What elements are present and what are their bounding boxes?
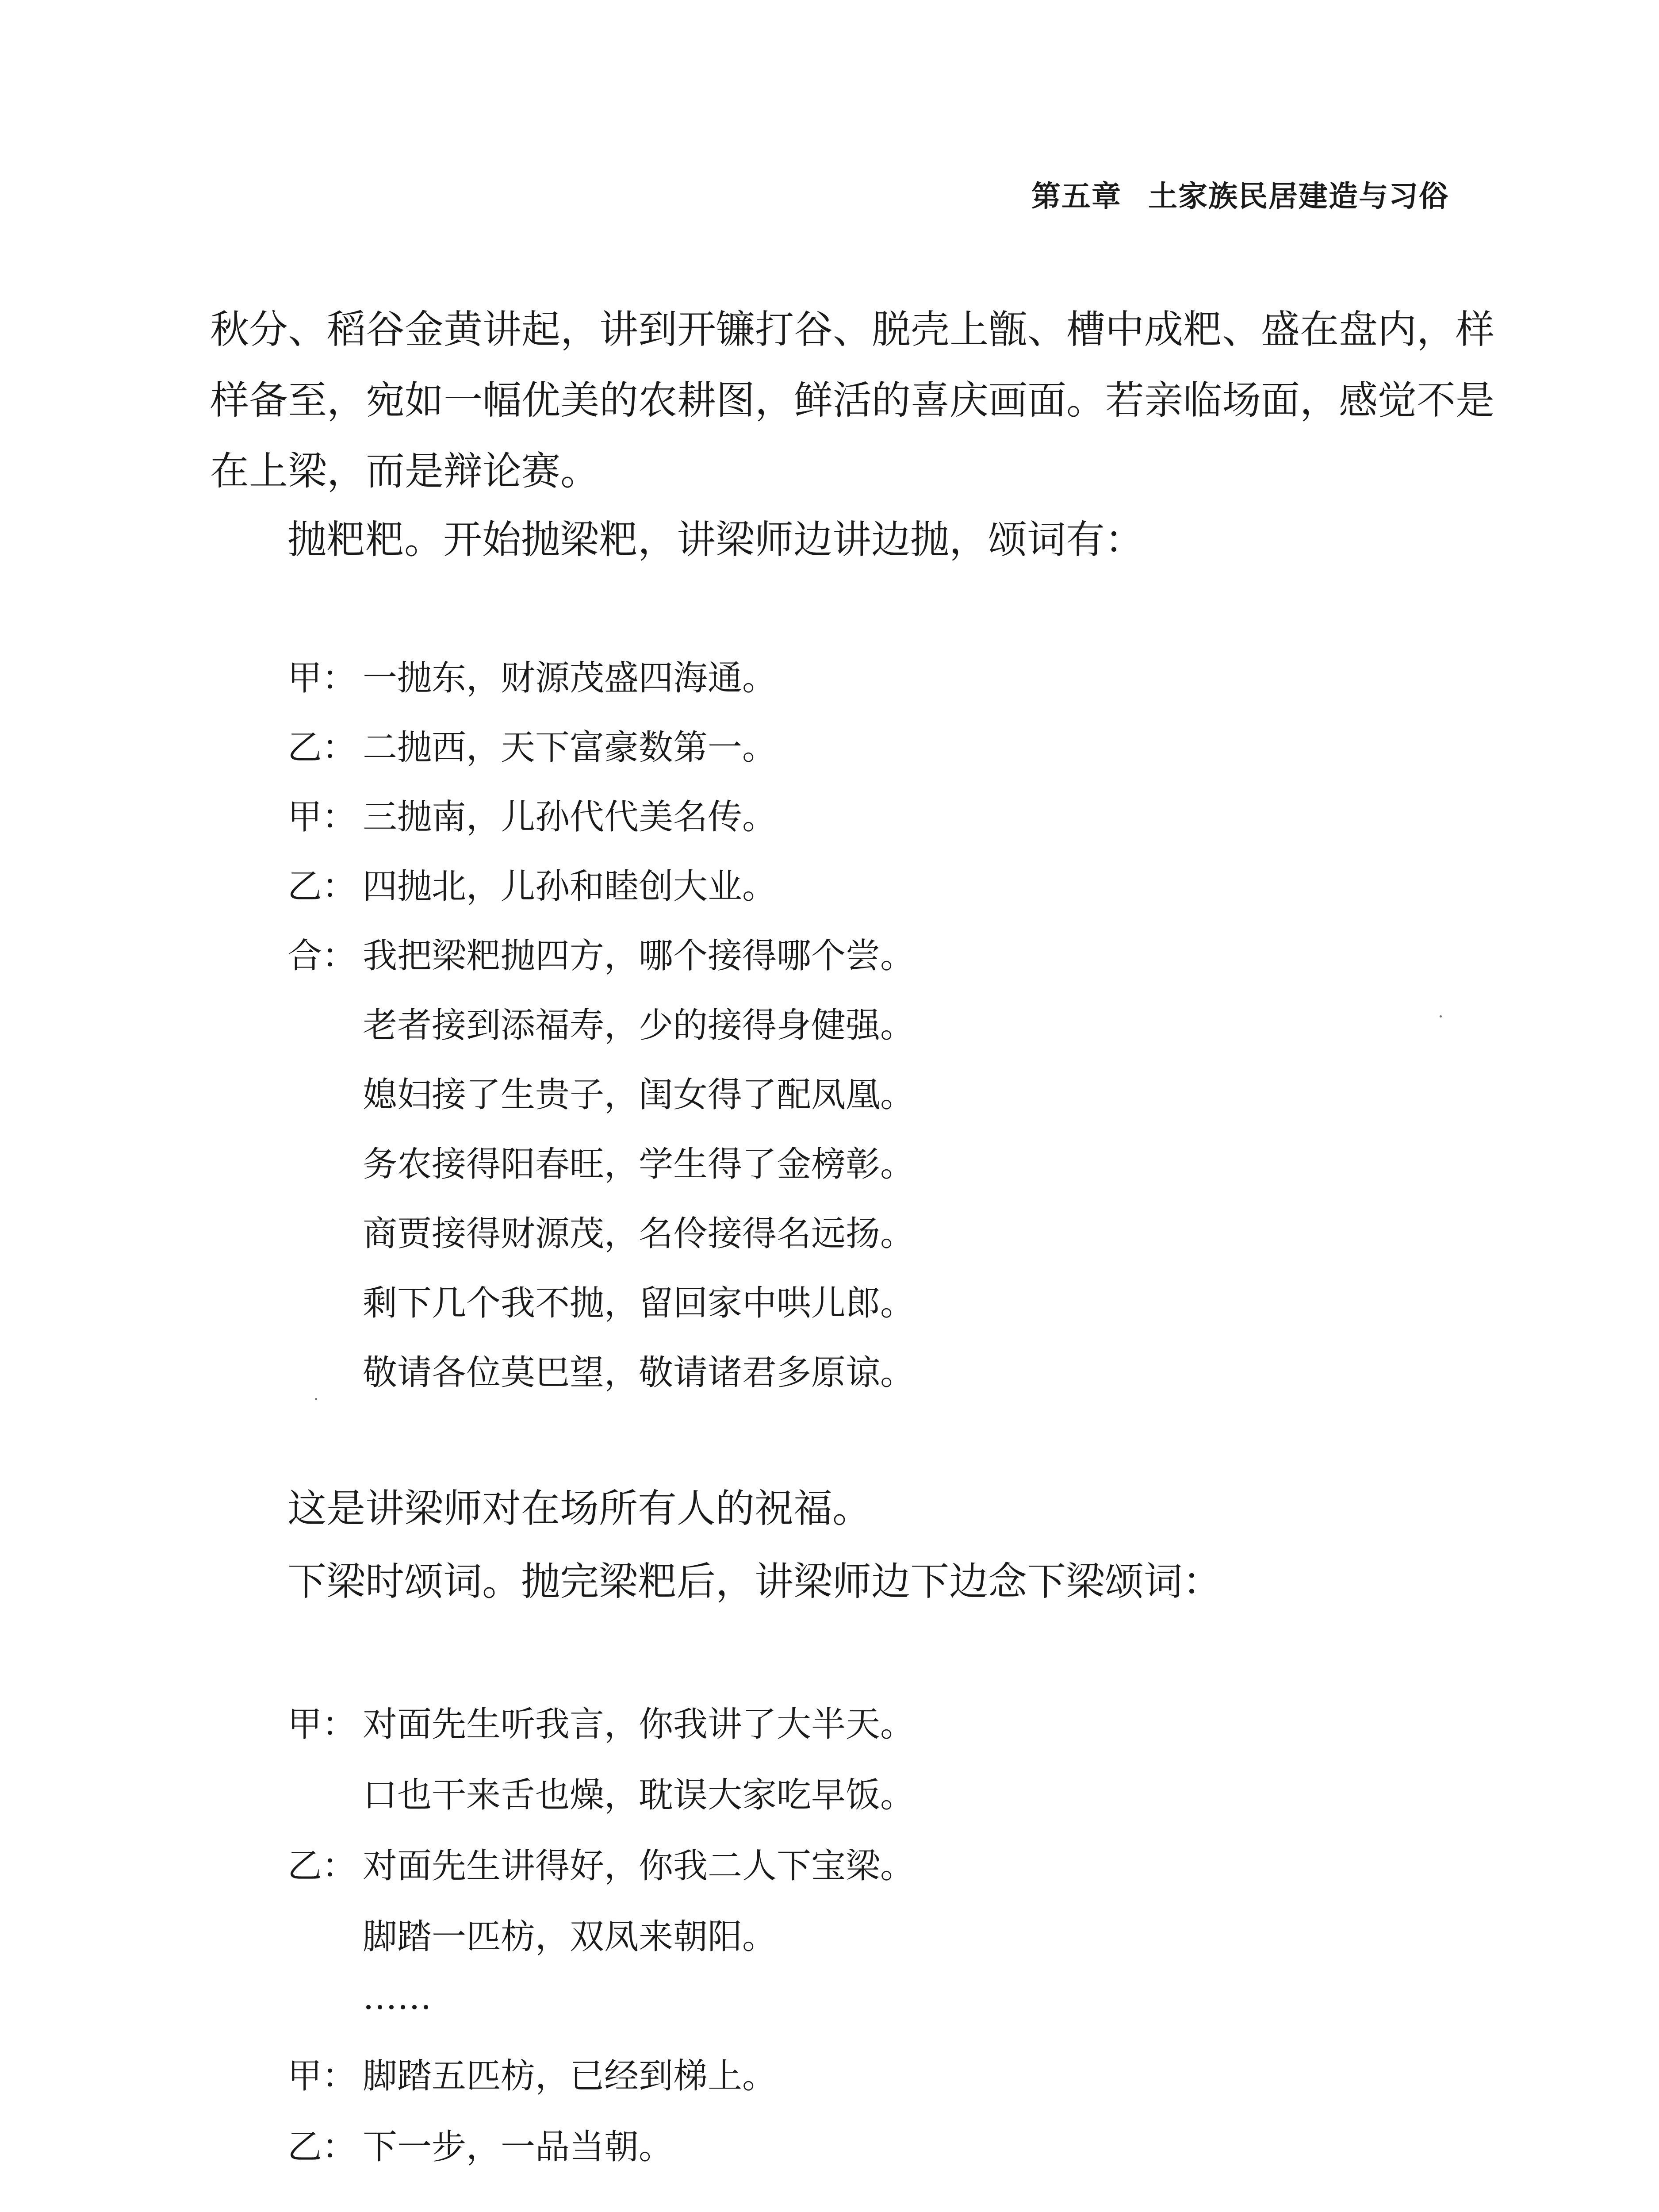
paragraph-lower-beam: 下梁时颂词。抛完梁粑后，讲梁师边下边念下梁颂词： <box>287 1559 1222 1604</box>
scan-speck <box>1440 1015 1442 1018</box>
verse-line <box>287 720 777 769</box>
speaker-label: 乙： <box>287 2127 357 2167</box>
verse-line <box>287 1838 915 1888</box>
verse-text: 老者接到添福寿，少的接得身健强。 <box>363 1006 915 1045</box>
verse-line <box>287 928 915 978</box>
verse-text: 我把梁粑抛四方，哪个接得哪个尝。 <box>363 936 915 976</box>
intro-line: 样备至，宛如一幅优美的农耕图，鲜活的喜庆画面。若亲临场面，感觉不是 <box>210 377 1495 423</box>
verse-line <box>287 859 777 908</box>
speaker-label: 甲： <box>287 1705 357 1744</box>
verse-line <box>287 1697 915 1746</box>
chapter-number: 第五章 <box>1031 179 1122 213</box>
chapter-title: 土家族民居建造与习俗 <box>1148 179 1449 213</box>
speaker-label: 甲： <box>287 2056 357 2096</box>
paragraph-throw-cakes: 抛粑粑。开始抛梁粑，讲梁师边讲边抛，颂词有： <box>287 517 1144 562</box>
verse-text: 三抛南，儿孙代代美名传。 <box>363 797 777 837</box>
verse-text: 剩下几个我不抛，留回家中哄儿郎。 <box>363 1283 915 1323</box>
verse-line <box>287 650 777 700</box>
verse-text: 媳妇接了生贵子，闺女得了配凤凰。 <box>363 1075 915 1115</box>
verse-line <box>287 2119 674 2169</box>
speaker-label: 甲： <box>287 658 357 698</box>
verse-text: 脚踏五匹枋，已经到梯上。 <box>363 2056 777 2096</box>
verse-text: 脚踏一匹枋，双凤来朝阳。 <box>363 1917 777 1957</box>
paragraph-blessing: 这是讲梁师对在场所有人的祝福。 <box>287 1486 872 1531</box>
verse-text: 敬请各位莫巴望，敬请诸君多原谅。 <box>363 1353 915 1393</box>
verse-text: 对面先生听我言，你我讲了大半天。 <box>363 1705 915 1744</box>
verse-line <box>287 789 777 839</box>
speaker-label: 甲： <box>287 797 357 837</box>
verse-text: 务农接得阳春旺，学生得了金榜彰。 <box>363 1144 915 1184</box>
ellipsis: …… <box>363 1978 432 2017</box>
running-header <box>1031 173 1449 215</box>
speaker-label: 乙： <box>287 1846 357 1886</box>
verse-text: 下一步，一品当朝。 <box>363 2127 674 2167</box>
intro-line: 秋分、稻谷金黄讲起，讲到开镰打谷、脱壳上甑、槽中成粑、盛在盘内，样 <box>210 307 1495 352</box>
speaker-label: 合： <box>287 936 357 976</box>
verse-text: 口也干来舌也燥，耽误大家吃早饭。 <box>363 1775 915 1815</box>
verse-text: 商贾接得财源茂，名伶接得名远扬。 <box>363 1214 915 1254</box>
verse-text: 四抛北，儿孙和睦创大业。 <box>363 867 777 906</box>
speaker-label: 乙： <box>287 728 357 768</box>
intro-line: 在上梁，而是辩论赛。 <box>210 448 600 494</box>
verse-line <box>287 2048 777 2098</box>
verse-text: 一抛东，财源茂盛四海通。 <box>363 658 777 698</box>
verse-text: 二抛西，天下富豪数第一。 <box>363 728 777 768</box>
scan-speck <box>315 1398 317 1400</box>
verse-text: 对面先生讲得好，你我二人下宝梁。 <box>363 1846 915 1886</box>
speaker-label: 乙： <box>287 867 357 906</box>
